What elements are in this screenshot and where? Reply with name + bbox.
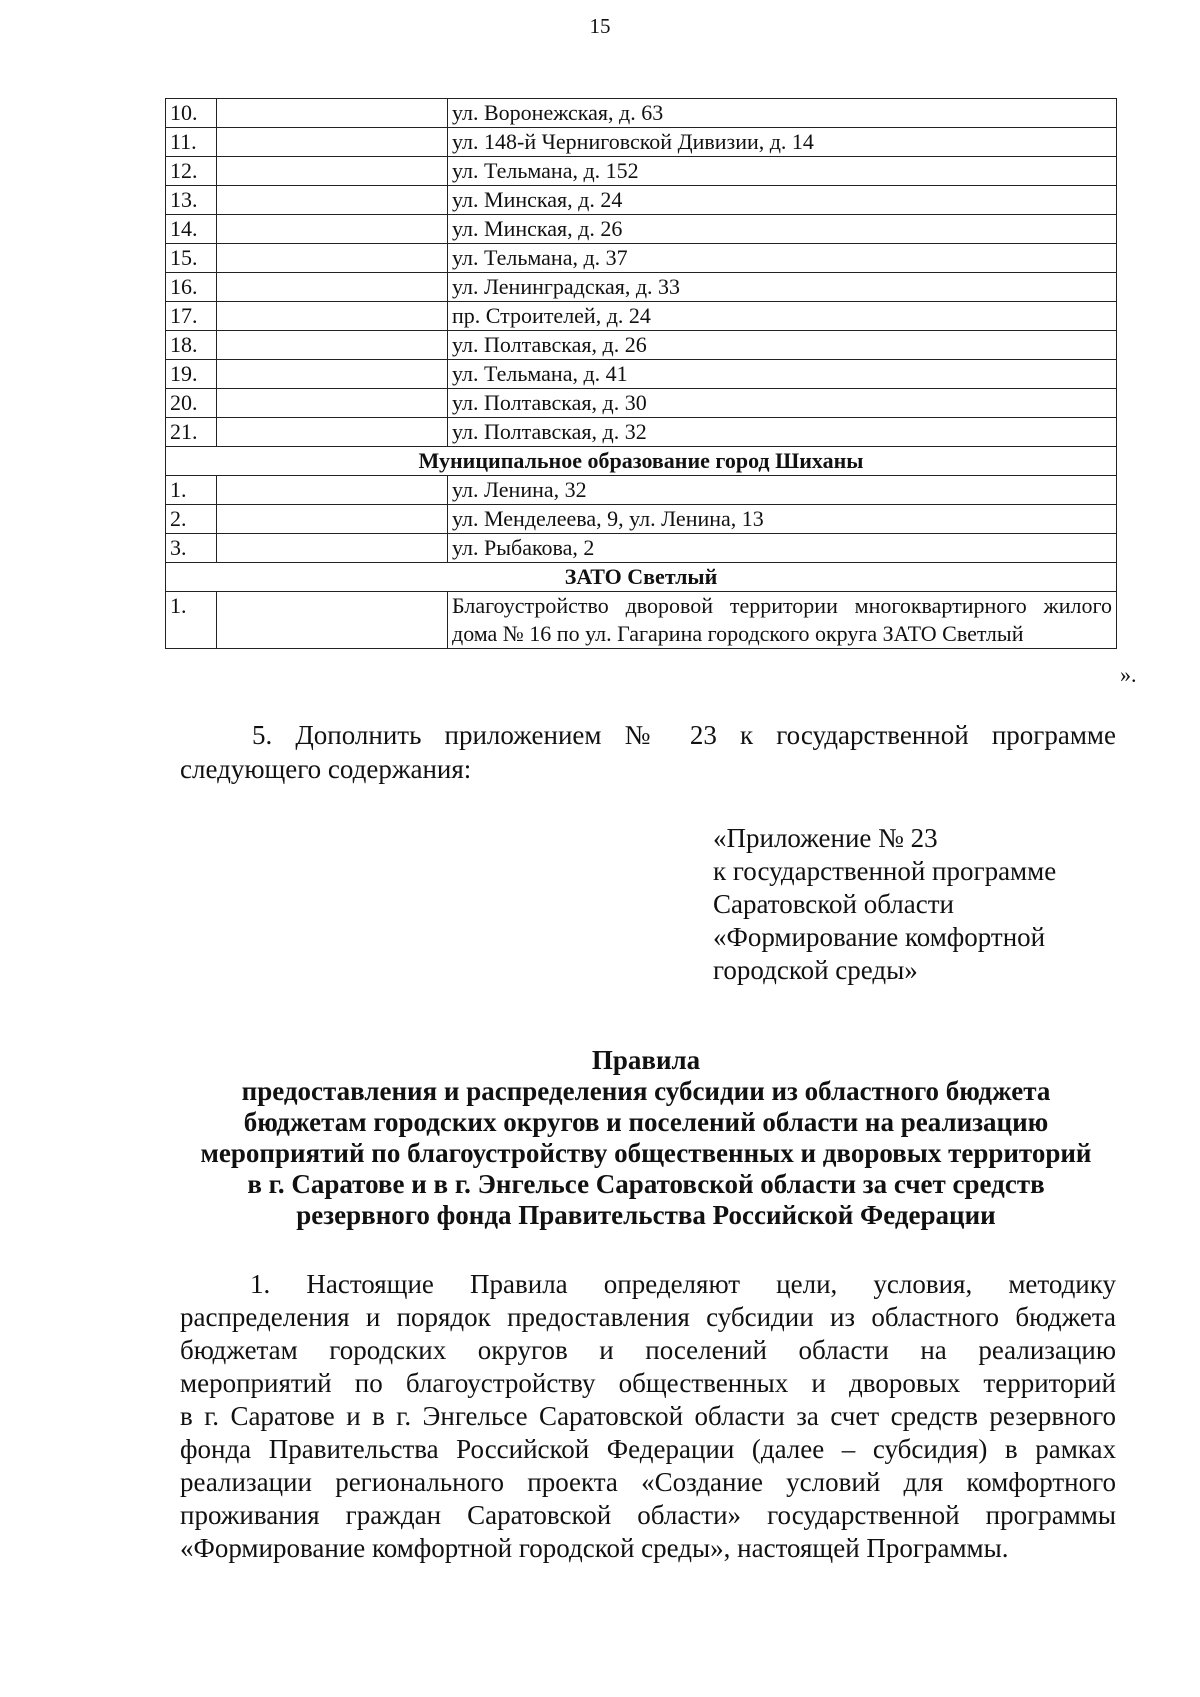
appendix-header <box>713 822 1056 987</box>
section-row <box>166 563 1117 592</box>
table-row <box>166 99 1117 128</box>
row-number: 2. <box>166 505 217 534</box>
row-address: ул. Ленинградская, д. 33 <box>448 273 1117 302</box>
address-table <box>165 98 1117 649</box>
page-number: 15 <box>589 14 611 38</box>
table-body-shikhany-rows <box>166 476 1117 563</box>
row-number: 18. <box>166 331 217 360</box>
rules-title <box>170 1045 1122 1231</box>
table-row <box>166 273 1117 302</box>
empty-cell <box>217 505 448 534</box>
row-number: 16. <box>166 273 217 302</box>
row-address: Благоустройство дворовой территории многоквартирного жилого дома № 16 по ул. Гагарина городского округа ЗАТО Светлый <box>448 592 1117 649</box>
row-address: ул. Тельмана, д. 41 <box>448 360 1117 389</box>
row-number: 21. <box>166 418 217 447</box>
empty-cell <box>217 186 448 215</box>
empty-cell <box>217 418 448 447</box>
table-row <box>166 302 1117 331</box>
row-address: ул. Полтавская, д. 26 <box>448 331 1117 360</box>
table-row <box>166 215 1117 244</box>
row-address: ул. Минская, д. 26 <box>448 215 1117 244</box>
empty-cell <box>217 476 448 505</box>
appendix-line: «Приложение № 23 <box>713 823 938 853</box>
table-body-svetly <box>166 563 1117 649</box>
paragraph-5-line-1: 5. Дополнить приложением № 23 к государственной программе <box>252 720 1116 750</box>
row-number: 12. <box>166 157 217 186</box>
empty-cell <box>217 99 448 128</box>
table-row <box>166 157 1117 186</box>
paragraph-1-line: «Формирование комфортной городской среды», настоящей Программы. <box>180 1533 1009 1563</box>
table-row <box>166 389 1117 418</box>
empty-cell <box>217 331 448 360</box>
empty-cell <box>217 157 448 186</box>
row-address: пр. Строителей, д. 24 <box>448 302 1117 331</box>
row-number: 1. <box>166 476 217 505</box>
paragraph-1-line: бюджетам городских округов и поселений области на реализацию <box>180 1335 1116 1365</box>
paragraph-1-line: в г. Саратове и в г. Энгельсе Саратовской области за счет средств резервного <box>180 1401 1116 1431</box>
section-heading-svetly: ЗАТО Светлый <box>166 563 1117 592</box>
paragraph-1-line: распределения и порядок предоставления субсидии из областного бюджета <box>180 1302 1116 1332</box>
row-number: 13. <box>166 186 217 215</box>
table-row <box>166 418 1117 447</box>
paragraph-1-line: 1. Настоящие Правила определяют цели, условия, методику <box>250 1269 1116 1299</box>
rules-title-line: Правила <box>591 1045 701 1075</box>
row-number: 14. <box>166 215 217 244</box>
appendix-line: к государственной программе <box>713 856 1057 886</box>
section-heading-shikhany: Муниципальное образование город Шиханы <box>166 447 1117 476</box>
table-row <box>166 128 1117 157</box>
table-row <box>166 186 1117 215</box>
paragraph-1 <box>180 1268 1116 1565</box>
appendix-line: Саратовской области <box>713 889 954 919</box>
row-address: ул. Менделеева, 9, ул. Ленина, 13 <box>448 505 1117 534</box>
table-row <box>166 360 1117 389</box>
table-row <box>166 476 1117 505</box>
row-number: 17. <box>166 302 217 331</box>
paragraph-5 <box>180 718 1116 786</box>
empty-cell <box>217 302 448 331</box>
table-body-top <box>166 99 1117 447</box>
row-number: 11. <box>166 128 217 157</box>
empty-cell <box>217 244 448 273</box>
table-row <box>166 331 1117 360</box>
row-number: 15. <box>166 244 217 273</box>
empty-cell <box>217 273 448 302</box>
empty-cell <box>217 360 448 389</box>
row-address: ул. 148-й Черниговской Дивизии, д. 14 <box>448 128 1117 157</box>
rules-title-line: мероприятий по благоустройству общественных и дворовых территорий <box>200 1138 1092 1168</box>
paragraph-5-line-2: следующего содержания: <box>180 754 472 784</box>
row-number: 20. <box>166 389 217 418</box>
row-address: ул. Тельмана, д. 152 <box>448 157 1117 186</box>
empty-cell <box>217 128 448 157</box>
row-number: 19. <box>166 360 217 389</box>
table-body-shikhany <box>166 447 1117 476</box>
paragraph-1-line: реализации регионального проекта «Создание условий для комфортного <box>180 1467 1116 1497</box>
empty-cell <box>217 215 448 244</box>
row-address: ул. Полтавская, д. 32 <box>448 418 1117 447</box>
empty-cell <box>217 389 448 418</box>
empty-cell <box>217 592 448 649</box>
row-address: ул. Тельмана, д. 37 <box>448 244 1117 273</box>
table-row <box>166 244 1117 273</box>
closing-quote: ». <box>1120 662 1137 687</box>
table-row <box>166 505 1117 534</box>
table-row <box>166 534 1117 563</box>
appendix-line: городской среды» <box>713 955 918 985</box>
rules-title-line: бюджетам городских округов и поселений области на реализацию <box>243 1107 1049 1137</box>
rules-title-line: предоставления и распределения субсидии из областного бюджета <box>241 1076 1051 1106</box>
table-row <box>166 592 1117 649</box>
row-address: ул. Ленина, 32 <box>448 476 1117 505</box>
rules-title-line: резервного фонда Правительства Российской Федерации <box>296 1200 996 1230</box>
row-number: 3. <box>166 534 217 563</box>
rules-title-line: в г. Саратове и в г. Энгельсе Саратовской области за счет средств <box>247 1169 1045 1199</box>
paragraph-1-line: фонда Правительства Российской Федерации (далее – субсидия) в рамках <box>180 1434 1116 1464</box>
section-row <box>166 447 1117 476</box>
paragraph-1-line: проживания граждан Саратовской области» государственной программы <box>180 1500 1116 1530</box>
row-number: 1. <box>166 592 217 649</box>
row-address: ул. Полтавская, д. 30 <box>448 389 1117 418</box>
row-address: ул. Рыбакова, 2 <box>448 534 1117 563</box>
appendix-line: «Формирование комфортной <box>713 922 1046 952</box>
paragraph-1-line: мероприятий по благоустройству общественных и дворовых территорий <box>180 1368 1116 1398</box>
row-number: 10. <box>166 99 217 128</box>
empty-cell <box>217 534 448 563</box>
row-address: ул. Воронежская, д. 63 <box>448 99 1117 128</box>
row-address: ул. Минская, д. 24 <box>448 186 1117 215</box>
